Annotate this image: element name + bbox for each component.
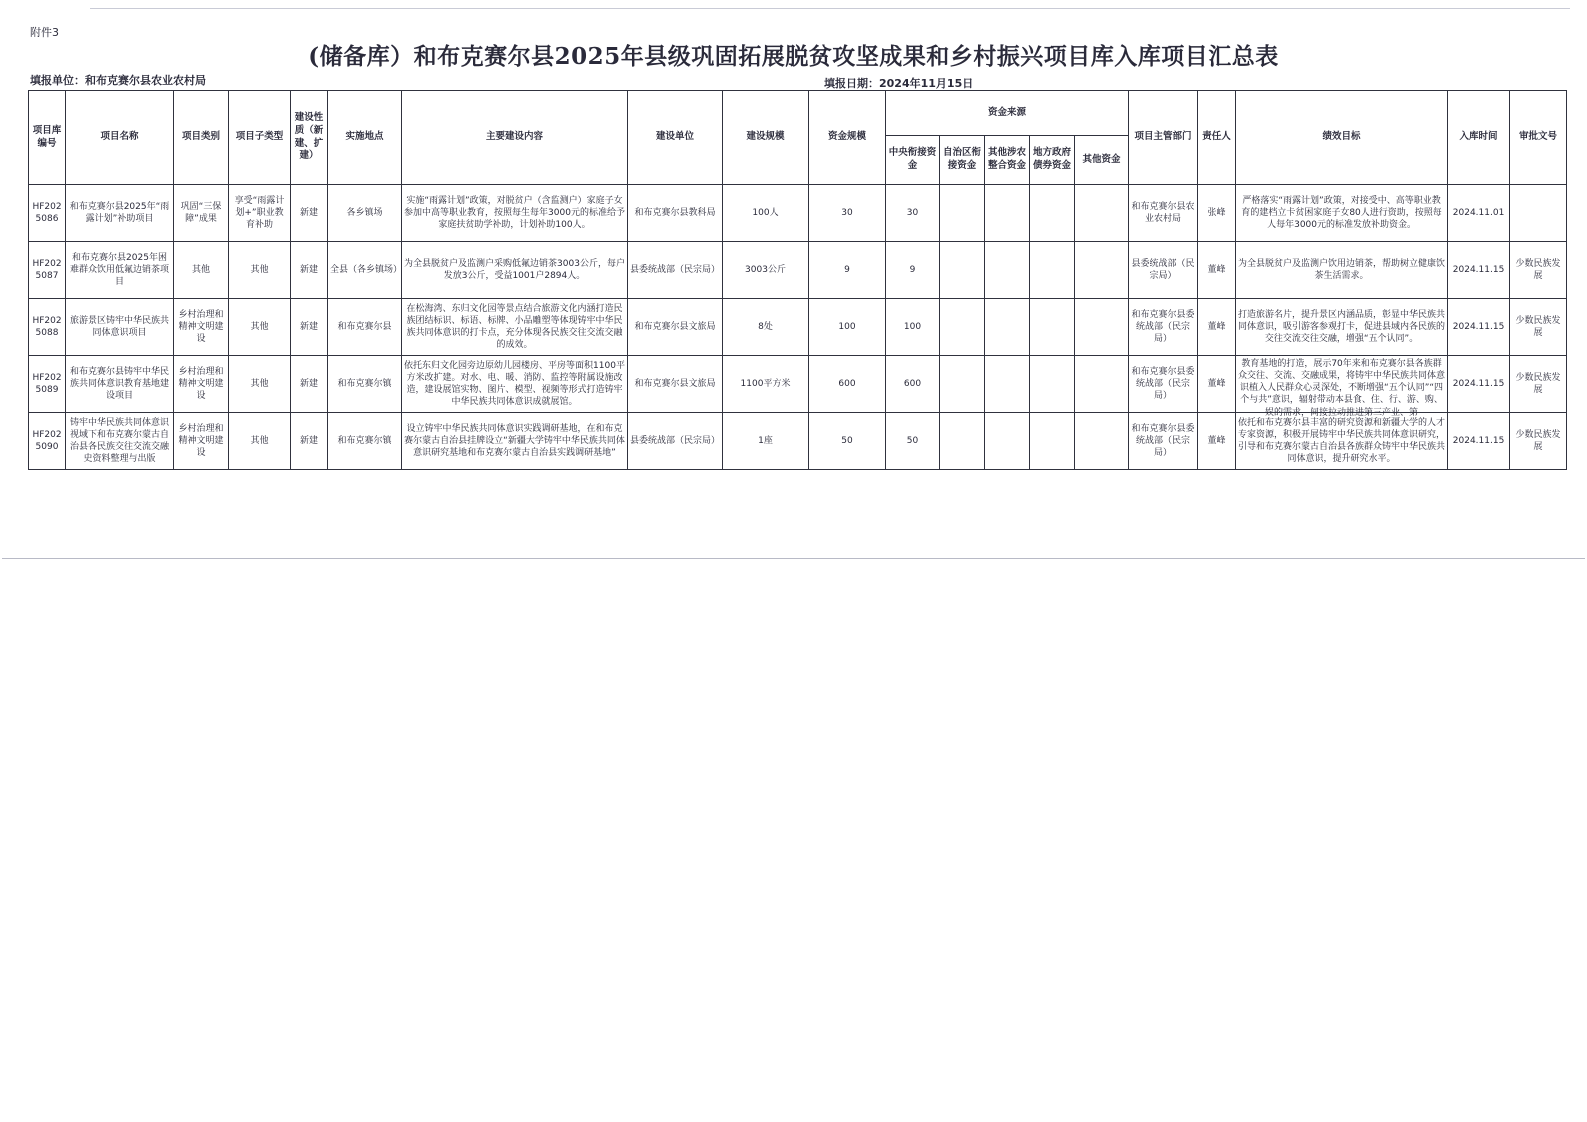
top-rule — [90, 8, 1570, 9]
cell-nature: 新建 — [291, 299, 328, 356]
cell-category: 其他 — [174, 242, 229, 299]
cell-region — [940, 356, 985, 413]
cell-scale: 100人 — [723, 185, 809, 242]
cell-goal-text: 教育基地的打造，展示70年来和布克赛尔县各族群众交往、交流、交融成果，将铸牢中华民族共同体意识植入人民群众心灵深处，不断增强“五个认同”“四个与共”意识，辐射带动本县食、住、行、游、购、娱的需求，间接拉动推进第三产业、第 — [1238, 359, 1446, 418]
filling-unit: 填报单位：和布克赛尔县农业农村局 — [30, 74, 206, 87]
cell-subcategory: 其他 — [229, 413, 291, 470]
cell-goal: 依托和布克赛尔县丰富的研究资源和新疆大学的人才专家资源，积极开展铸牢中华民族共同体意识研究，引导和布克赛尔蒙古自治县各族群众铸牢中华民族共同体意识，提升研究水平。 — [1236, 413, 1448, 470]
cell-region — [940, 299, 985, 356]
cell-scale: 3003公斤 — [723, 242, 809, 299]
cell-name: 和布克赛尔县铸牢中华民族共同体意识教育基地建设项目 — [66, 356, 174, 413]
cell-name: 和布克赛尔县2025年困难群众饮用低氟边销茶项目 — [66, 242, 174, 299]
cell-scale: 1座 — [723, 413, 809, 470]
col-other: 其他资金 — [1075, 136, 1129, 185]
cell-goal: 为全县脱贫户及监测户饮用边销茶，帮助树立健康饮茶生活需求。 — [1236, 242, 1448, 299]
cell-approval: 少数民族发展 — [1510, 242, 1567, 299]
cell-approval — [1510, 185, 1567, 242]
cell-subcategory: 其他 — [229, 299, 291, 356]
cell-category: 巩固“三保障”成果 — [174, 185, 229, 242]
cell-agri — [985, 356, 1030, 413]
cell-approval: 少数民族发展 — [1510, 413, 1567, 470]
cell-central: 100 — [886, 299, 940, 356]
cell-nature: 新建 — [291, 242, 328, 299]
col-agri: 其他涉农整合资金 — [985, 136, 1030, 185]
cell-person: 董峰 — [1198, 299, 1236, 356]
cell-agri — [985, 242, 1030, 299]
col-dept: 项目主管部门 — [1129, 91, 1198, 185]
col-nature: 建设性质（新建、扩建） — [291, 91, 328, 185]
col-category: 项目类别 — [174, 91, 229, 185]
cell-other — [1075, 299, 1129, 356]
cell-other — [1075, 242, 1129, 299]
attachment-label: 附件3 — [30, 26, 59, 39]
cell-region — [940, 242, 985, 299]
cell-agri — [985, 299, 1030, 356]
cell-fund: 50 — [809, 413, 886, 470]
cell-builder: 和布克赛尔县文旅局 — [628, 299, 723, 356]
col-bond: 地方政府债券资金 — [1030, 136, 1075, 185]
cell-dept: 和布克赛尔县农业农村局 — [1129, 185, 1198, 242]
cell-builder: 和布克赛尔县文旅局 — [628, 356, 723, 413]
cell-goal: 打造旅游名片，提升景区内涵品质，彰显中华民族共同体意识，吸引游客参观打卡，促进县域内各民族的交往交流交往交融，增强“五个认同”。 — [1236, 299, 1448, 356]
col-builder: 建设单位 — [628, 91, 723, 185]
cell-fund: 100 — [809, 299, 886, 356]
col-goal: 绩效目标 — [1236, 91, 1448, 185]
cell-code: HF2025090 — [29, 413, 66, 470]
col-name: 项目名称 — [66, 91, 174, 185]
cell-other — [1075, 185, 1129, 242]
document-title: (储备库）和布克赛尔县2025年县级巩固拓展脱贫攻坚成果和乡村振兴项目库入库项目汇总表 — [308, 43, 1279, 70]
cell-person: 董峰 — [1198, 242, 1236, 299]
cell-category: 乡村治理和精神文明建设 — [174, 299, 229, 356]
cell-category: 乡村治理和精神文明建设 — [174, 413, 229, 470]
col-location: 实施地点 — [328, 91, 402, 185]
cell-bond — [1030, 299, 1075, 356]
cell-dept: 和布克赛尔县委统战部（民宗局） — [1129, 299, 1198, 356]
cell-person: 董峰 — [1198, 413, 1236, 470]
cell-bond — [1030, 242, 1075, 299]
cell-intime: 2024.11.15 — [1448, 242, 1510, 299]
col-fund-source: 资金来源 — [886, 91, 1129, 136]
cell-central: 30 — [886, 185, 940, 242]
cell-builder: 和布克赛尔县教科局 — [628, 185, 723, 242]
col-code: 项目库编号 — [29, 91, 66, 185]
cell-location: 和布克赛尔镇 — [328, 356, 402, 413]
cell-region — [940, 185, 985, 242]
cell-goal — [1236, 356, 1448, 418]
cell-intime: 2024.11.01 — [1448, 185, 1510, 242]
cell-other — [1075, 356, 1129, 413]
cell-content: 实施“雨露计划”政策，对脱贫户（含监测户）家庭子女参加中高等职业教育，按照每生每年3000元的标准给予家庭扶贫助学补助，计划补助100人。 — [402, 185, 628, 242]
cell-bond — [1030, 185, 1075, 242]
cell-central: 50 — [886, 413, 940, 470]
page-fold-line — [2, 558, 1585, 559]
cell-scale: 8处 — [723, 299, 809, 356]
cell-code: HF2025086 — [29, 185, 66, 242]
cell-location: 和布克赛尔县 — [328, 299, 402, 356]
cell-agri — [985, 185, 1030, 242]
table-row — [29, 185, 1567, 242]
table-row — [29, 356, 1567, 413]
cell-agri — [985, 413, 1030, 470]
cell-fund: 30 — [809, 185, 886, 242]
cell-content: 设立铸牢中华民族共同体意识实践调研基地，在和布克赛尔蒙古自治县挂牌设立“新疆大学铸牢中华民族共同体意识研究基地和布克赛尔蒙古自治县实践调研基地” — [402, 413, 628, 470]
cell-content: 在松海湾、东归文化园等景点结合旅游文化内涵打造民族团结标识、标语、标牌、小品雕塑等体现铸牢中华民族共同体意识的打卡点，充分体现各民族交往交流交融的成效。 — [402, 299, 628, 356]
cell-intime: 2024.11.15 — [1448, 299, 1510, 356]
cell-location: 和布克赛尔镇 — [328, 413, 402, 470]
project-summary-table — [28, 90, 1567, 470]
cell-approval: 少数民族发展 — [1510, 299, 1567, 356]
cell-dept: 县委统战部（民宗局） — [1129, 242, 1198, 299]
cell-code: HF2025089 — [29, 356, 66, 413]
cell-category: 乡村治理和精神文明建设 — [174, 356, 229, 413]
col-scale: 建设规模 — [723, 91, 809, 185]
table-row — [29, 242, 1567, 299]
col-content: 主要建设内容 — [402, 91, 628, 185]
cell-content: 为全县脱贫户及监测户采购低氟边销茶3003公斤，每户发放3公斤，受益1001户2894人。 — [402, 242, 628, 299]
cell-subcategory: 其他 — [229, 242, 291, 299]
col-central: 中央衔接资金 — [886, 136, 940, 185]
cell-subcategory: 享受“雨露计划+”职业教育补助 — [229, 185, 291, 242]
cell-central: 600 — [886, 356, 940, 413]
cell-region — [940, 413, 985, 470]
cell-name: 旅游景区铸牢中华民族共同体意识项目 — [66, 299, 174, 356]
col-region: 自治区衔接资金 — [940, 136, 985, 185]
cell-bond — [1030, 413, 1075, 470]
cell-bond — [1030, 356, 1075, 413]
cell-builder: 县委统战部（民宗局） — [628, 242, 723, 299]
cell-name: 铸牢中华民族共同体意识视域下和布克赛尔蒙古自治县各民族交往交流交融史资料整理与出版 — [66, 413, 174, 470]
cell-code: HF2025088 — [29, 299, 66, 356]
table-row — [29, 299, 1567, 356]
cell-central: 9 — [886, 242, 940, 299]
cell-content: 依托东归文化园旁边原幼儿园楼房、平房等面积1100平方米改扩建。对水、电、暖、消防、监控等附属设施改造，建设展馆实物、图片、模型、视频等形式打造铸牢中华民族共同体意识成就展馆。 — [402, 356, 628, 413]
cell-dept: 和布克赛尔县委统战部（民宗局） — [1129, 356, 1198, 413]
cell-code: HF2025087 — [29, 242, 66, 299]
cell-scale: 1100平方米 — [723, 356, 809, 413]
filling-date: 填报日期：2024年11月15日 — [824, 77, 974, 90]
cell-subcategory: 其他 — [229, 356, 291, 413]
col-fund: 资金规模 — [809, 91, 886, 185]
cell-goal: 严格落实“雨露计划”政策，对接受中、高等职业教育的建档立卡贫困家庭子女80人进行资助，按照每人每年3000元的标准发放补助资金。 — [1236, 185, 1448, 242]
cell-location: 各乡镇场 — [328, 185, 402, 242]
cell-nature: 新建 — [291, 356, 328, 413]
cell-approval: 少数民族发展 — [1510, 356, 1567, 413]
cell-nature: 新建 — [291, 413, 328, 470]
cell-person: 张峰 — [1198, 185, 1236, 242]
col-intime: 入库时间 — [1448, 91, 1510, 185]
cell-name: 和布克赛尔县2025年“雨露计划”补助项目 — [66, 185, 174, 242]
cell-fund: 600 — [809, 356, 886, 413]
cell-person: 董峰 — [1198, 356, 1236, 413]
cell-location: 全县（各乡镇场） — [328, 242, 402, 299]
cell-intime: 2024.11.15 — [1448, 413, 1510, 470]
col-approval: 审批文号 — [1510, 91, 1567, 185]
table-row — [29, 413, 1567, 470]
cell-builder: 县委统战部（民宗局） — [628, 413, 723, 470]
cell-other — [1075, 413, 1129, 470]
col-person: 责任人 — [1198, 91, 1236, 185]
cell-fund: 9 — [809, 242, 886, 299]
cell-nature: 新建 — [291, 185, 328, 242]
col-subcategory: 项目子类型 — [229, 91, 291, 185]
cell-dept: 和布克赛尔县委统战部（民宗局） — [1129, 413, 1198, 470]
cell-intime: 2024.11.15 — [1448, 356, 1510, 413]
